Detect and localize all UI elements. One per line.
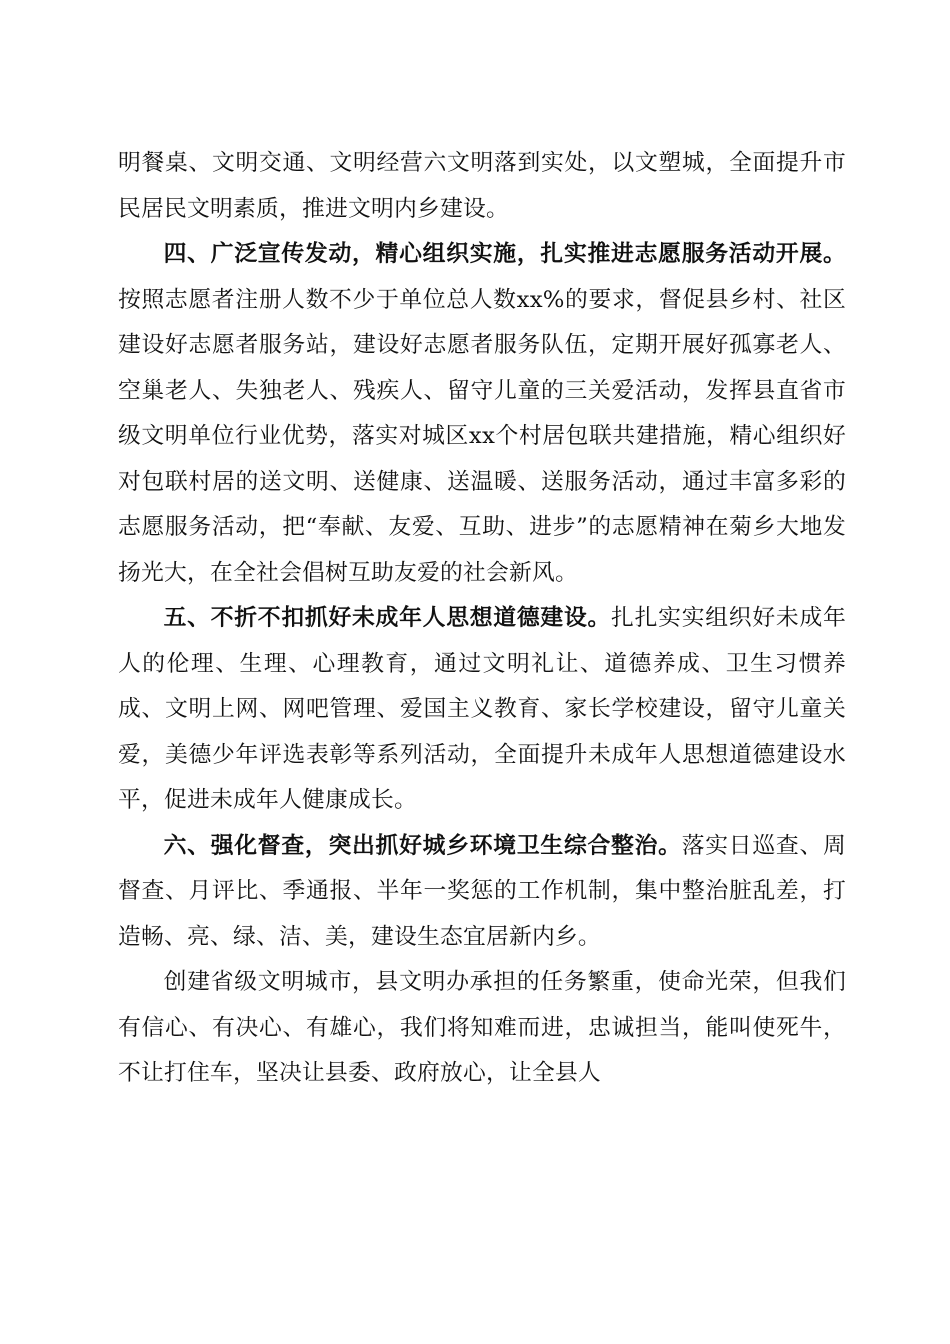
paragraph-section-five — [118, 596, 846, 824]
paragraph-body: 明餐桌、文明交通、文明经营六文明落到实处，以文塑城，全面提升市民居民文明素质，推进文明内乡建设。 — [118, 150, 846, 222]
section-heading: 六、强化督查，突出抓好城乡环境卫生综合整治。 — [163, 832, 682, 859]
paragraph-section-four — [118, 232, 846, 596]
paragraph-body: 按照志愿者注册人数不少于单位总人数xx%的要求，督促县乡村、社区建设好志愿者服务站，建设好志愿者服务队伍，定期开展好孤寡老人、空巢老人、失独老人、残疾人、留守儿童的三关爱活动，发挥县直省市级文明单位行业优势，落实对城区xx个村居包联共建措施，精心组织好对包联村居的送文明、送健康、送温暖、送服务活动，通过丰富多彩的志愿服务活动，把“奉献、友爱、互助、进步”的志愿精神在菊乡大地发扬光大，在全社会倡树互助友爱的社会新风。 — [118, 286, 846, 586]
paragraph-closing — [118, 960, 846, 1097]
paragraph-body: 创建省级文明城市，县文明办承担的任务繁重，使命光荣，但我们有信心、有决心、有雄心，我们将知难而进，忠诚担当，能叫使死牛，不让打住车，坚决让县委、政府放心，让全县人 — [118, 969, 846, 1086]
paragraph-body: 落实日巡查、周督查、月评比、季通报、半年一奖惩的工作机制，集中整治脏乱差，打造畅、亮、绿、洁、美，建设生态宜居新内乡。 — [118, 832, 846, 950]
section-heading: 四、广泛宣传发动，精心组织实施，扎实推进志愿服务活动开展。 — [163, 241, 846, 267]
paragraph-section-six — [118, 824, 846, 961]
paragraph-continuation — [118, 141, 846, 232]
paragraph-body: 扎扎实实组织好未成年人的伦理、生理、心理教育，通过文明礼让、道德养成、卫生习惯养成、文明上网、网吧管理、爱国主义教育、家长学校建设，留守儿童关爱，美德少年评选表彰等系列活动，全面提升未成年人思想道德建设水平，促进未成年人健康成长。 — [118, 605, 846, 813]
section-heading: 五、不折不扣抓好未成年人思想道德建设。 — [163, 605, 612, 631]
document-page — [118, 141, 846, 1097]
